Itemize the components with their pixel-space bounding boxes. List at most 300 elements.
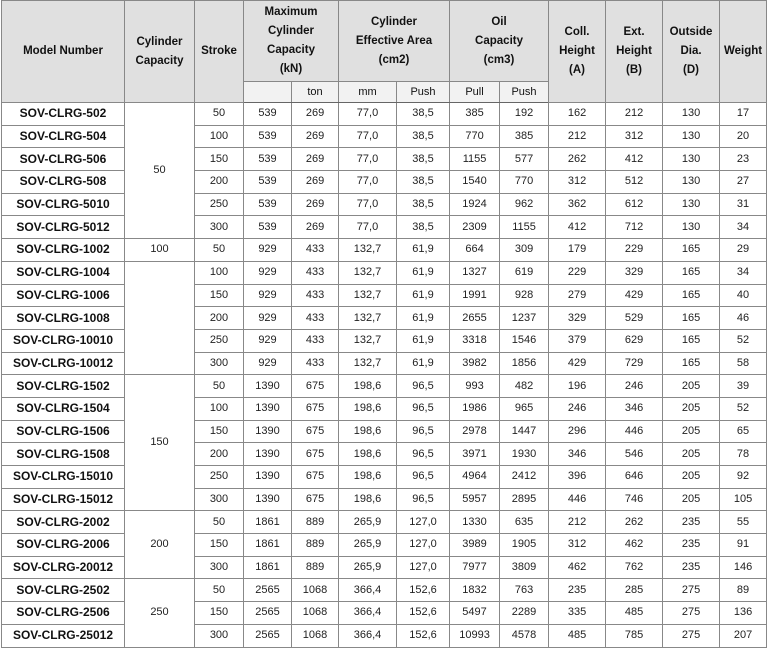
cell-stroke: 50 [195,511,244,534]
cell-oil-push: 2978 [450,420,500,443]
header-ext-line: Ext. [623,26,645,38]
spec-table [1,0,767,648]
cell-max-push: 929 [244,239,292,262]
cell-max-push: 539 [244,171,292,194]
cell-model: SOV-CLRG-1508 [2,443,125,466]
cell-outside-dia: 205 [663,420,720,443]
header-effective-area-line: (cm2) [378,53,410,66]
cell-area-push: 198,6 [339,397,397,420]
cell-ext-height: 646 [606,466,663,489]
cell-stroke: 50 [195,375,244,398]
cell-area-push: 265,9 [339,556,397,579]
cell-oil-pull: 928 [500,284,549,307]
cell-outside-dia: 165 [663,307,720,330]
cell-area-pull: 96,5 [397,420,450,443]
cell-oil-push: 1327 [450,261,500,284]
cell-area-pull: 38,5 [397,216,450,239]
table-row [2,239,767,262]
cell-oil-push: 664 [450,239,500,262]
cell-oil-push: 1540 [450,171,500,194]
cell-model: SOV-CLRG-2006 [2,534,125,557]
cell-stroke: 100 [195,261,244,284]
cell-oil-pull: 2895 [500,488,549,511]
cell-max-pull: 269 [292,148,339,171]
cell-model: SOV-CLRG-5010 [2,193,125,216]
cell-oil-push: 385 [450,103,500,126]
cell-max-push: 539 [244,216,292,239]
cell-stroke: 300 [195,556,244,579]
cell-oil-push: 3318 [450,329,500,352]
table-row [2,534,767,557]
cell-max-pull: 675 [292,420,339,443]
cell-oil-pull: 1546 [500,329,549,352]
cell-oil-pull: 1930 [500,443,549,466]
cell-model: SOV-CLRG-25012 [2,624,125,647]
cell-outside-dia: 205 [663,375,720,398]
header-max-capacity [244,1,339,82]
cell-oil-pull: 482 [500,375,549,398]
cell-stroke: 200 [195,171,244,194]
cell-max-push: 1861 [244,556,292,579]
cell-area-push: 198,6 [339,443,397,466]
cell-area-pull: 61,9 [397,307,450,330]
cell-model: SOV-CLRG-506 [2,148,125,171]
cell-area-pull: 96,5 [397,488,450,511]
table-body [2,103,767,648]
cell-outside-dia: 235 [663,534,720,557]
cell-outside-dia: 165 [663,284,720,307]
cell-model: SOV-CLRG-2506 [2,602,125,625]
cell-area-push: 77,0 [339,216,397,239]
cell-oil-push: 1330 [450,511,500,534]
header-oil-line: Capacity [475,34,523,47]
header-oil-line: (cm3) [483,53,515,66]
cell-area-push: 366,4 [339,579,397,602]
cell-oil-push: 1924 [450,193,500,216]
cell-outside-dia: 165 [663,329,720,352]
cell-ext-height: 429 [606,284,663,307]
cell-max-push: 929 [244,307,292,330]
cell-area-pull: 38,5 [397,148,450,171]
cell-coll-height: 429 [549,352,606,375]
cell-area-push: 132,7 [339,352,397,375]
table-row [2,375,767,398]
cell-outside-dia: 205 [663,397,720,420]
cell-weight: 17 [720,103,767,126]
cell-oil-push: 3971 [450,443,500,466]
cell-stroke: 50 [195,579,244,602]
header-ext-line: Height [616,45,652,57]
cell-area-pull: 127,0 [397,556,450,579]
cell-outside-dia: 205 [663,466,720,489]
cell-max-push: 539 [244,103,292,126]
cell-max-pull: 433 [292,284,339,307]
cell-outside-dia: 130 [663,193,720,216]
cell-oil-push: 10993 [450,624,500,647]
cell-oil-push: 1986 [450,397,500,420]
cell-oil-push: 993 [450,375,500,398]
cell-max-push: 929 [244,352,292,375]
cell-area-push: 132,7 [339,284,397,307]
cell-weight: 52 [720,329,767,352]
cell-oil-pull: 192 [500,103,549,126]
cell-oil-push: 3982 [450,352,500,375]
cell-max-pull: 269 [292,193,339,216]
cell-ext-height: 312 [606,125,663,148]
cell-outside-dia: 275 [663,624,720,647]
header-ext-line: (B) [626,64,642,76]
unit-max-push: Push [397,82,450,103]
cell-capacity [125,261,195,374]
cell-max-pull: 433 [292,307,339,330]
cell-ext-height: 629 [606,329,663,352]
cell-coll-height: 212 [549,125,606,148]
cell-max-push: 1390 [244,375,292,398]
cell-oil-pull: 1905 [500,534,549,557]
cell-model: SOV-CLRG-15010 [2,466,125,489]
header-oil-capacity [450,1,549,82]
cell-max-pull: 1068 [292,602,339,625]
cell-area-push: 77,0 [339,171,397,194]
cell-outside-dia: 165 [663,239,720,262]
cell-area-push: 198,6 [339,466,397,489]
header-coll-height [549,1,606,103]
header-ext-height [606,1,663,103]
cell-max-pull: 889 [292,556,339,579]
table-row [2,420,767,443]
cell-model: SOV-CLRG-10010 [2,329,125,352]
cell-max-push: 1390 [244,488,292,511]
cell-outside-dia: 130 [663,125,720,148]
cell-area-pull: 96,5 [397,443,450,466]
unit-area-push: Push [500,82,549,103]
cell-ext-height: 246 [606,375,663,398]
cell-oil-push: 3989 [450,534,500,557]
cell-oil-pull: 962 [500,193,549,216]
cell-max-pull: 675 [292,466,339,489]
cell-stroke: 50 [195,239,244,262]
cell-stroke: 50 [195,103,244,126]
cell-weight: 105 [720,488,767,511]
cell-max-push: 1390 [244,420,292,443]
cell-weight: 27 [720,171,767,194]
cell-stroke: 200 [195,307,244,330]
table-row [2,216,767,239]
cell-capacity: 200 [125,511,195,579]
table-row [2,624,767,647]
cell-weight: 89 [720,579,767,602]
cell-max-push: 2565 [244,624,292,647]
cell-max-pull: 1068 [292,624,339,647]
cell-stroke: 150 [195,148,244,171]
cell-oil-pull: 2412 [500,466,549,489]
cell-max-push: 1861 [244,534,292,557]
cell-area-pull: 38,5 [397,193,450,216]
table-row [2,602,767,625]
cell-max-pull: 433 [292,261,339,284]
cell-max-pull: 889 [292,534,339,557]
cell-coll-height: 362 [549,193,606,216]
cell-area-pull: 96,5 [397,375,450,398]
cell-max-push: 929 [244,329,292,352]
cell-ext-height: 729 [606,352,663,375]
cell-area-push: 77,0 [339,125,397,148]
cell-max-push: 1861 [244,511,292,534]
cell-coll-height: 229 [549,261,606,284]
cell-ext-height: 485 [606,602,663,625]
cell-model: SOV-CLRG-10012 [2,352,125,375]
cell-oil-push: 5957 [450,488,500,511]
cell-coll-height: 246 [549,397,606,420]
cell-model: SOV-CLRG-20012 [2,556,125,579]
cell-model: SOV-CLRG-1008 [2,307,125,330]
cell-oil-push: 1832 [450,579,500,602]
cell-weight: 23 [720,148,767,171]
table-row [2,443,767,466]
cell-area-pull: 61,9 [397,284,450,307]
cell-ext-height: 529 [606,307,663,330]
cell-weight: 78 [720,443,767,466]
header-od-line: (D) [683,64,699,76]
cell-weight: 58 [720,352,767,375]
cell-area-push: 366,4 [339,624,397,647]
cell-coll-height: 446 [549,488,606,511]
header-od-line: Outside [669,26,713,38]
cell-stroke: 250 [195,466,244,489]
table-row [2,125,767,148]
cell-max-push: 2565 [244,579,292,602]
cell-max-pull: 675 [292,397,339,420]
cell-weight: 20 [720,125,767,148]
cell-model: SOV-CLRG-1004 [2,261,125,284]
cell-area-pull: 61,9 [397,329,450,352]
cell-capacity: 250 [125,579,195,647]
cell-ext-height: 785 [606,624,663,647]
cell-oil-pull: 3809 [500,556,549,579]
cell-max-push: 539 [244,148,292,171]
cell-ext-height: 329 [606,261,663,284]
cell-oil-push: 4964 [450,466,500,489]
header-coll-line: Coll. [564,26,590,38]
cell-weight: 40 [720,284,767,307]
cell-max-pull: 269 [292,103,339,126]
cell-ext-height: 746 [606,488,663,511]
table-row [2,352,767,375]
cell-outside-dia: 130 [663,103,720,126]
cell-max-pull: 433 [292,352,339,375]
cell-ext-height: 546 [606,443,663,466]
cell-coll-height: 312 [549,534,606,557]
cell-area-pull: 38,5 [397,125,450,148]
cell-stroke: 100 [195,125,244,148]
table-row [2,193,767,216]
cell-max-pull: 269 [292,171,339,194]
cell-max-push: 539 [244,193,292,216]
header-od-line: Dia. [680,45,702,57]
cell-max-pull: 1068 [292,579,339,602]
cell-capacity: 50 [125,103,195,239]
header-max-capacity-line: Maximum [264,6,318,18]
cell-area-push: 198,6 [339,420,397,443]
cell-max-pull: 675 [292,443,339,466]
cell-ext-height: 446 [606,420,663,443]
cell-outside-dia: 275 [663,602,720,625]
cell-outside-dia: 205 [663,443,720,466]
cell-area-pull: 127,0 [397,511,450,534]
cell-model: SOV-CLRG-2502 [2,579,125,602]
cell-outside-dia: 130 [663,148,720,171]
cell-max-push: 1390 [244,397,292,420]
header-max-capacity-line: Capacity [267,44,315,56]
cell-oil-pull: 2289 [500,602,549,625]
header-oil-line: Oil [491,15,507,28]
cell-area-pull: 152,6 [397,579,450,602]
cell-coll-height: 212 [549,511,606,534]
cell-max-push: 1390 [244,443,292,466]
cell-coll-height: 235 [549,579,606,602]
cell-oil-pull: 4578 [500,624,549,647]
cell-stroke: 250 [195,193,244,216]
cell-ext-height: 229 [606,239,663,262]
cell-weight: 29 [720,239,767,262]
cell-coll-height: 179 [549,239,606,262]
cell-oil-push: 2655 [450,307,500,330]
table-row [2,284,767,307]
cell-area-push: 132,7 [339,329,397,352]
cell-area-push: 366,4 [339,602,397,625]
cell-area-push: 132,7 [339,261,397,284]
cell-coll-height: 296 [549,420,606,443]
cell-outside-dia: 165 [663,261,720,284]
table-header [2,1,767,103]
cell-area-pull: 127,0 [397,534,450,557]
cell-capacity: 100 [125,239,195,262]
cell-ext-height: 462 [606,534,663,557]
header-capacity-line: Capacity [135,54,184,67]
cell-oil-pull: 309 [500,239,549,262]
cell-outside-dia: 165 [663,352,720,375]
cell-model: SOV-CLRG-502 [2,103,125,126]
table-row [2,466,767,489]
cell-area-pull: 61,9 [397,239,450,262]
cell-max-push: 929 [244,261,292,284]
cell-stroke: 100 [195,397,244,420]
cell-oil-pull: 385 [500,125,549,148]
cell-capacity: 150 [125,375,195,511]
table-row [2,261,767,284]
header-max-capacity-line: Cylinder [268,25,315,37]
header-weight: Weight [720,1,767,103]
cell-model: SOV-CLRG-2002 [2,511,125,534]
table-row [2,511,767,534]
cell-max-pull: 433 [292,329,339,352]
cell-oil-push: 2309 [450,216,500,239]
unit-model [244,82,292,103]
header-model: Model Number [2,1,125,103]
cell-weight: 34 [720,216,767,239]
cell-oil-pull: 965 [500,397,549,420]
table-row [2,556,767,579]
cell-weight: 146 [720,556,767,579]
cell-coll-height: 335 [549,602,606,625]
cell-ext-height: 612 [606,193,663,216]
cell-oil-pull: 763 [500,579,549,602]
cell-oil-push: 1155 [450,148,500,171]
cell-area-pull: 61,9 [397,352,450,375]
cell-weight: 52 [720,397,767,420]
cell-stroke: 300 [195,624,244,647]
cell-weight: 34 [720,261,767,284]
cell-area-push: 198,6 [339,488,397,511]
cell-stroke: 150 [195,420,244,443]
unit-max-pull: Pull [450,82,500,103]
cell-area-pull: 38,5 [397,103,450,126]
cell-area-pull: 61,9 [397,261,450,284]
cell-oil-pull: 635 [500,511,549,534]
cell-area-push: 77,0 [339,193,397,216]
cell-weight: 39 [720,375,767,398]
cell-coll-height: 279 [549,284,606,307]
cell-ext-height: 262 [606,511,663,534]
cell-stroke: 300 [195,216,244,239]
cell-stroke: 300 [195,488,244,511]
cell-area-push: 198,6 [339,375,397,398]
cell-ext-height: 412 [606,148,663,171]
cell-weight: 65 [720,420,767,443]
cell-area-push: 77,0 [339,103,397,126]
cell-max-pull: 675 [292,375,339,398]
table-row [2,171,767,194]
cell-area-push: 265,9 [339,534,397,557]
header-effective-area [339,1,450,82]
cell-max-pull: 269 [292,216,339,239]
cell-area-pull: 152,6 [397,602,450,625]
cell-oil-push: 770 [450,125,500,148]
cell-oil-push: 7977 [450,556,500,579]
cell-stroke: 150 [195,602,244,625]
cell-weight: 207 [720,624,767,647]
unit-stroke: mm [339,82,397,103]
cell-max-push: 1390 [244,466,292,489]
cell-weight: 136 [720,602,767,625]
cell-model: SOV-CLRG-1506 [2,420,125,443]
header-coll-line: (A) [569,64,585,76]
cell-model: SOV-CLRG-1006 [2,284,125,307]
table-row [2,579,767,602]
cell-coll-height: 485 [549,624,606,647]
cell-outside-dia: 235 [663,511,720,534]
table-row [2,103,767,126]
cell-oil-pull: 1237 [500,307,549,330]
header-coll-line: Height [559,45,595,57]
header-outside-dia [663,1,720,103]
cell-model: SOV-CLRG-15012 [2,488,125,511]
table-row [2,397,767,420]
cell-model: SOV-CLRG-1002 [2,239,125,262]
cell-weight: 46 [720,307,767,330]
cell-weight: 55 [720,511,767,534]
table-row [2,148,767,171]
cell-oil-pull: 770 [500,171,549,194]
cell-weight: 31 [720,193,767,216]
cell-ext-height: 346 [606,397,663,420]
header-max-capacity-line: (kN) [279,63,303,75]
cell-coll-height: 346 [549,443,606,466]
table-row [2,307,767,330]
cell-stroke: 150 [195,284,244,307]
cell-coll-height: 262 [549,148,606,171]
cell-weight: 91 [720,534,767,557]
